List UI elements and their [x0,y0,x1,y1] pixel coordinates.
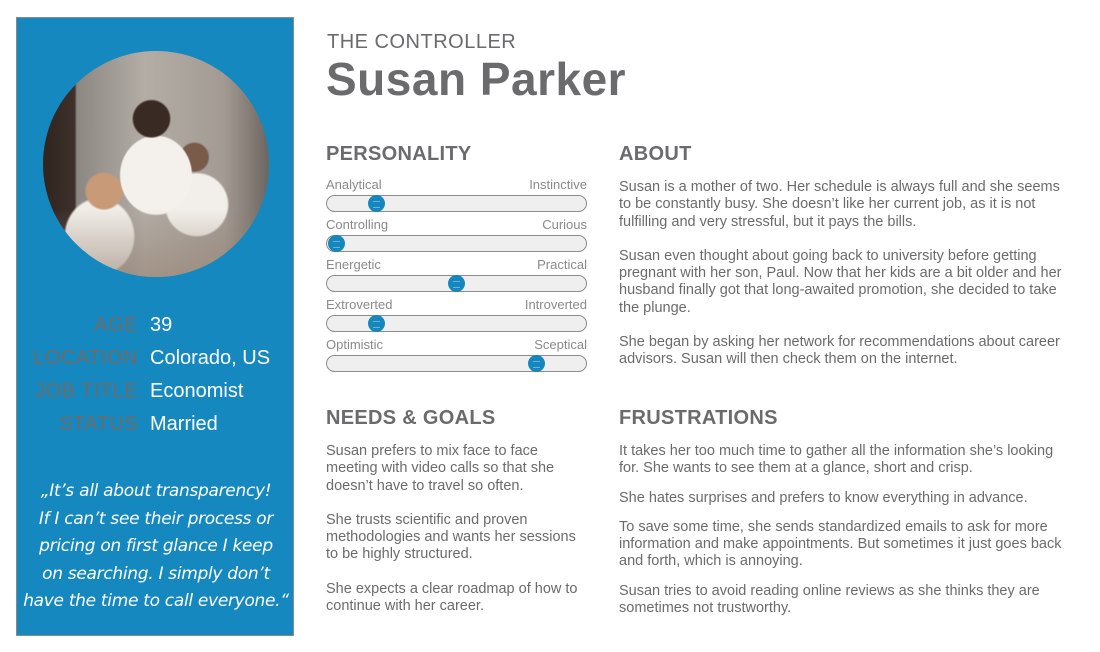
quote-line: pricing on first glance I keep [39,536,273,556]
needs-goals-text [326,443,588,615]
detail-value: Married [150,413,218,435]
needs-goals-paragraph: Susan prefers to mix face to face meeting with video calls so that she doesn’t have to travel so often. [326,443,555,494]
frustrations-paragraph: She hates surprises and prefers to know everything in advance. [619,489,1028,506]
persona-archetype: THE CONTROLLER [327,31,517,53]
slider-left-label: Energetic [326,257,381,272]
about-paragraph: Susan even thought about going back to university before getting pregnant with her son, Paul. Now that her kids are a bit older and her husband finally got that long-awaited promotion, she decided to take the plunge. [619,247,1062,316]
personality-sliders [326,177,587,377]
detail-label: LOCATION [33,347,138,369]
needs-goals-paragraph: She expects a clear roadmap of how to continue with her career. [326,580,578,615]
quote-line: have the time to call everyone.“ [23,591,289,611]
detail-label: AGE [94,314,138,336]
slider-left-label: Extroverted [326,297,393,312]
slider-left-label: Optimistic [326,337,384,352]
personality-slider [326,257,587,297]
detail-label: STATUS [59,413,138,435]
frustrations-paragraph: It takes her too much time to gather all the information she’s looking for. She wants to see them at a glance, short and crisp. [619,443,1054,477]
quote-line: If I can’t see their process or [38,508,274,529]
slider-right-label: Instinctive [529,177,587,192]
slider-left-label: Controlling [326,217,389,232]
slider-track[interactable] [326,275,587,292]
slider-handle[interactable] [368,195,385,212]
frustrations-heading: FRUSTRATIONS [619,407,778,429]
quote-line: „It’s all about transparency! [40,481,272,501]
persona-name: Susan Parker [326,53,627,105]
about-heading: ABOUT [619,143,692,165]
needs-goals-heading: NEEDS & GOALS [326,407,496,429]
detail-age [17,314,295,347]
detail-value: Colorado, US [150,347,271,369]
persona-quote [17,478,295,616]
personality-heading: PERSONALITY [326,143,472,165]
needs-goals-paragraph: She trusts scientific and proven methodologies and wants her sessions to be highly structured. [326,511,576,563]
personality-slider [326,297,587,337]
about-paragraph: Susan is a mother of two. Her schedule is always full and she seems to be constantly busy. She doesn’t like her current job, as it is not fulfilling and very stressful, but it pays the bills. [619,179,1060,230]
slider-right-label: Introverted [524,297,587,312]
detail-location [17,347,295,380]
frustrations-text [619,443,1074,617]
slider-handle[interactable] [368,315,385,332]
photo-shading [43,209,269,277]
slider-track[interactable] [326,355,587,372]
about-paragraph: She began by asking her network for recommendations about career advisors. Susan will then check them on the internet. [619,334,1060,368]
slider-right-label: Sceptical [534,337,587,352]
detail-status [17,413,295,446]
personality-slider [326,217,587,257]
slider-right-label: Curious [542,217,587,232]
slider-track[interactable] [326,315,587,332]
quote-line: on searching. I simply don’t [42,563,270,584]
slider-handle[interactable] [528,355,545,372]
slider-track[interactable] [326,195,587,212]
slider-handle[interactable] [328,235,345,252]
frustrations-paragraph: To save some time, she sends standardized emails to ask for more information and make appointments. But sometimes it just goes back and forth, which is annoying. [619,518,1062,570]
slider-right-label: Practical [537,257,587,272]
frustrations-paragraph: Susan tries to avoid reading online reviews as she thinks they are sometimes not trustworthy. [619,582,1040,617]
about-text [619,179,1074,369]
detail-value: 39 [150,314,173,336]
personality-slider [326,177,587,217]
detail-value: Economist [150,380,244,402]
detail-job-title [17,380,295,413]
personality-slider [326,337,587,377]
persona-photo [43,51,269,277]
persona-details [17,314,295,446]
slider-left-label: Analytical [326,177,382,192]
persona-sidebar [16,17,294,636]
slider-handle[interactable] [448,275,465,292]
detail-label: JOB TITLE [34,380,138,402]
slider-track[interactable] [326,235,587,252]
